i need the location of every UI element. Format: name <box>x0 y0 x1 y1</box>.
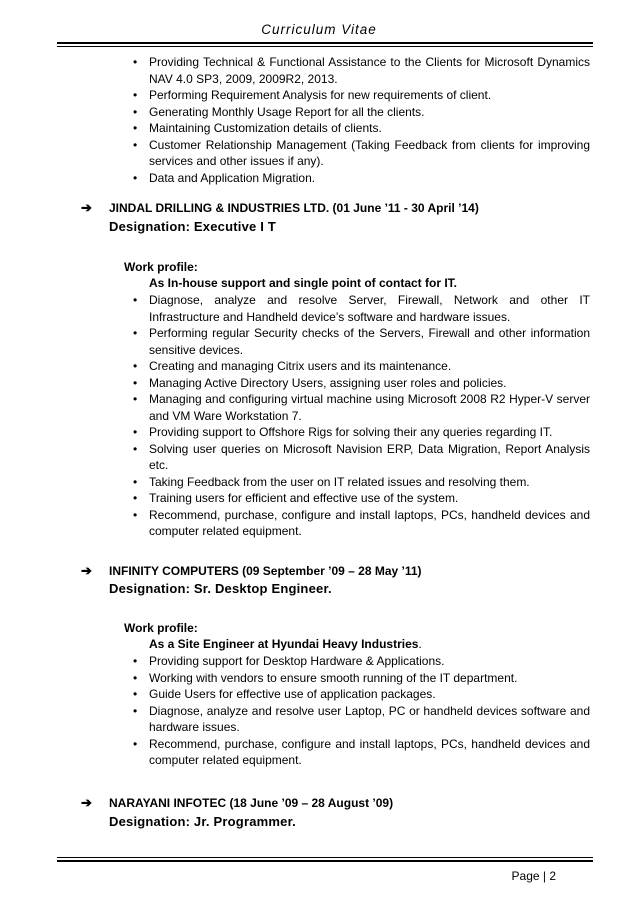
list-item: • Recommend, purchase, configure and install laptops, PCs, handheld devices and computer related equipment. <box>133 736 590 767</box>
work-profile-label: Work profile: <box>124 260 198 274</box>
job-bullet-list <box>0 292 638 540</box>
list-item: • Providing support for Desktop Hardware & Applications. <box>133 654 445 668</box>
list-item: • Providing Technical & Functional Assistance to the Clients for Microsoft Dynamics NAV 4.0 SP3, 2009, 2009R2, 2013. <box>133 55 590 86</box>
list-item: • Taking Feedback from the user on IT related issues and resolving them. <box>133 474 530 489</box>
footer-rule <box>57 857 593 862</box>
list-item: • Maintaining Customization details of clients. <box>133 121 382 135</box>
header-title: Curriculum Vitae <box>261 22 377 37</box>
list-item: • Managing Active Directory Users, assigning user roles and policies. <box>133 375 507 390</box>
intro-bullet-list <box>0 54 638 186</box>
job-bullet-list <box>0 653 638 769</box>
list-item: • Diagnose, analyze and resolve Server, Firewall, Network and other IT Infrastructure and Handheld device’s software and hardware issues. <box>133 293 590 324</box>
work-profile-label: Work profile: <box>124 621 198 635</box>
list-item: • Creating and managing Citrix users and its maintenance. <box>133 359 452 373</box>
list-item: • Guide Users for effective use of application packages. <box>133 687 436 701</box>
list-item: • Working with vendors to ensure smooth running of the IT department. <box>133 670 518 685</box>
header-rule <box>57 42 593 47</box>
designation: Designation: Jr. Programmer. <box>109 814 296 829</box>
list-item: • Performing Requirement Analysis for new requirements of client. <box>133 88 492 102</box>
work-profile-subheading: As a Site Engineer at Hyundai Heavy Industries. <box>149 637 422 651</box>
list-item: • Data and Application Migration. <box>133 170 316 185</box>
list-item: • Providing support to Offshore Rigs for solving their any queries regarding IT. <box>133 425 553 439</box>
list-item: • Performing regular Security checks of the Servers, Firewall and other information sensitive devices. <box>133 326 590 357</box>
list-item: • Generating Monthly Usage Report for all the clients. <box>133 104 425 119</box>
company-heading: ➔ INFINITY COMPUTERS (09 September ’09 – 28 May ’11) <box>81 563 422 578</box>
list-item: • Customer Relationship Management (Taking Feedback from clients for improving services and other issues if any). <box>133 137 590 168</box>
arrow-right-icon: ➔ <box>81 563 92 578</box>
list-item: • Diagnose, analyze and resolve user Laptop, PC or handheld devices software and hardware issues. <box>133 703 590 734</box>
arrow-right-icon: ➔ <box>81 200 92 215</box>
list-item: • Training users for efficient and effective use of the system. <box>133 491 459 505</box>
designation: Designation: Executive I T <box>109 219 277 234</box>
company-heading: ➔ NARAYANI INFOTEC (18 June ’09 – 28 August ’09) <box>81 795 394 810</box>
list-item: • Managing and configuring virtual machine using Microsoft 2008 R2 Hyper-V server and VM Ware Workstation 7. <box>133 392 590 423</box>
page-number: Page | 2 <box>511 869 556 883</box>
list-item: • Recommend, purchase, configure and install laptops, PCs, handheld devices and computer related equipment. <box>133 507 590 538</box>
work-profile-subheading: As In-house support and single point of contact for IT. <box>149 276 457 290</box>
company-heading: ➔ JINDAL DRILLING & INDUSTRIES LTD. (01 June ’11 - 30 April ’14) <box>81 200 479 215</box>
list-item: • Solving user queries on Microsoft Navision ERP, Data Migration, Report Analysis etc. <box>133 441 590 472</box>
arrow-right-icon: ➔ <box>81 795 92 810</box>
designation: Designation: Sr. Desktop Engineer. <box>109 581 332 596</box>
